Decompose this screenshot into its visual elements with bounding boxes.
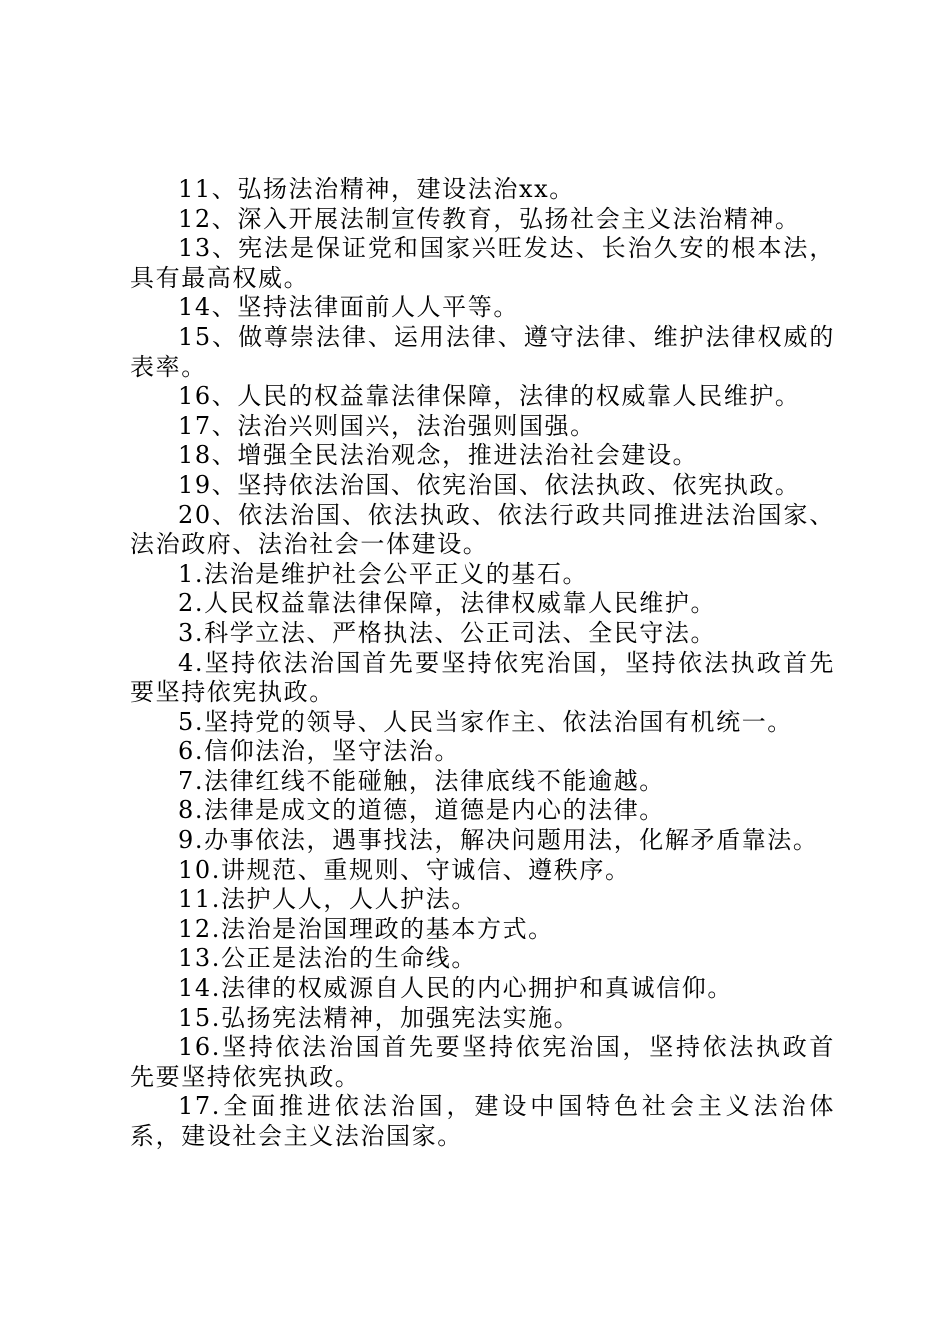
paragraph: 9.办事依法，遇事找法，解决问题用法，化解矛盾靠法。 bbox=[178, 826, 819, 855]
paragraph: 10.讲规范、重规则、守诚信、遵秩序。 bbox=[178, 855, 631, 884]
paragraph: 13、宪法是保证党和国家兴旺发达、长治久安的根本法，具有最高权威。 bbox=[130, 234, 835, 292]
paragraph: 3.科学立法、严格执法、公正司法、全民守法。 bbox=[178, 618, 717, 647]
paragraph: 12、深入开展法制宣传教育，弘扬社会主义法治精神。 bbox=[178, 204, 801, 233]
paragraph: 11、弘扬法治精神，建设法治xx。 bbox=[178, 175, 575, 203]
paragraph: 16、人民的权益靠法律保障，法律的权威靠人民维护。 bbox=[178, 382, 801, 411]
paragraph: 14.法律的权威源自人民的内心拥护和真诚信仰。 bbox=[178, 974, 733, 1003]
paragraph: 7.法律红线不能碰触，法律底线不能逾越。 bbox=[178, 766, 665, 795]
paragraph: 13.公正是法治的生命线。 bbox=[178, 944, 477, 973]
paragraph: 14、坚持法律面前人人平等。 bbox=[178, 293, 519, 322]
paragraph: 5.坚持党的领导、人民当家作主、依法治国有机统一。 bbox=[178, 707, 793, 736]
paragraph: 15.弘扬宪法精神，加强宪法实施。 bbox=[178, 1003, 580, 1032]
document-body bbox=[130, 175, 835, 1152]
paragraph: 6.信仰法治，坚守法治。 bbox=[178, 737, 461, 766]
paragraph: 18、增强全民法治观念，推进法治社会建设。 bbox=[178, 441, 699, 470]
paragraph: 16.坚持依法治国首先要坚持依宪治国，坚持依法执政首先要坚持依宪执政。 bbox=[130, 1033, 835, 1091]
paragraph: 15、做尊崇法律、运用法律、遵守法律、维护法律权威的表率。 bbox=[130, 322, 835, 381]
paragraph: 2.人民权益靠法律保障，法律权威靠人民维护。 bbox=[178, 589, 717, 618]
paragraph: 4.坚持依法治国首先要坚持依宪治国，坚持依法执政首先要坚持依宪执政。 bbox=[130, 648, 835, 707]
paragraph: 19、坚持依法治国、依宪治国、依法执政、依宪执政。 bbox=[178, 470, 801, 499]
paragraph: 8.法律是成文的道德，道德是内心的法律。 bbox=[178, 796, 665, 825]
paragraph: 11.法护人人，人人护法。 bbox=[178, 885, 477, 914]
paragraph: 20、依法治国、依法执政、依法行政共同推进法治国家、法治政府、法治社会一体建设。 bbox=[130, 500, 835, 559]
paragraph: 1.法治是维护社会公平正义的基石。 bbox=[178, 559, 589, 588]
paragraph: 17、法治兴则国兴，法治强则国强。 bbox=[178, 411, 596, 440]
paragraph: 12.法治是治国理政的基本方式。 bbox=[178, 914, 554, 943]
paragraph: 17.全面推进依法治国，建设中国特色社会主义法治体系，建设社会主义法治国家。 bbox=[130, 1092, 835, 1150]
